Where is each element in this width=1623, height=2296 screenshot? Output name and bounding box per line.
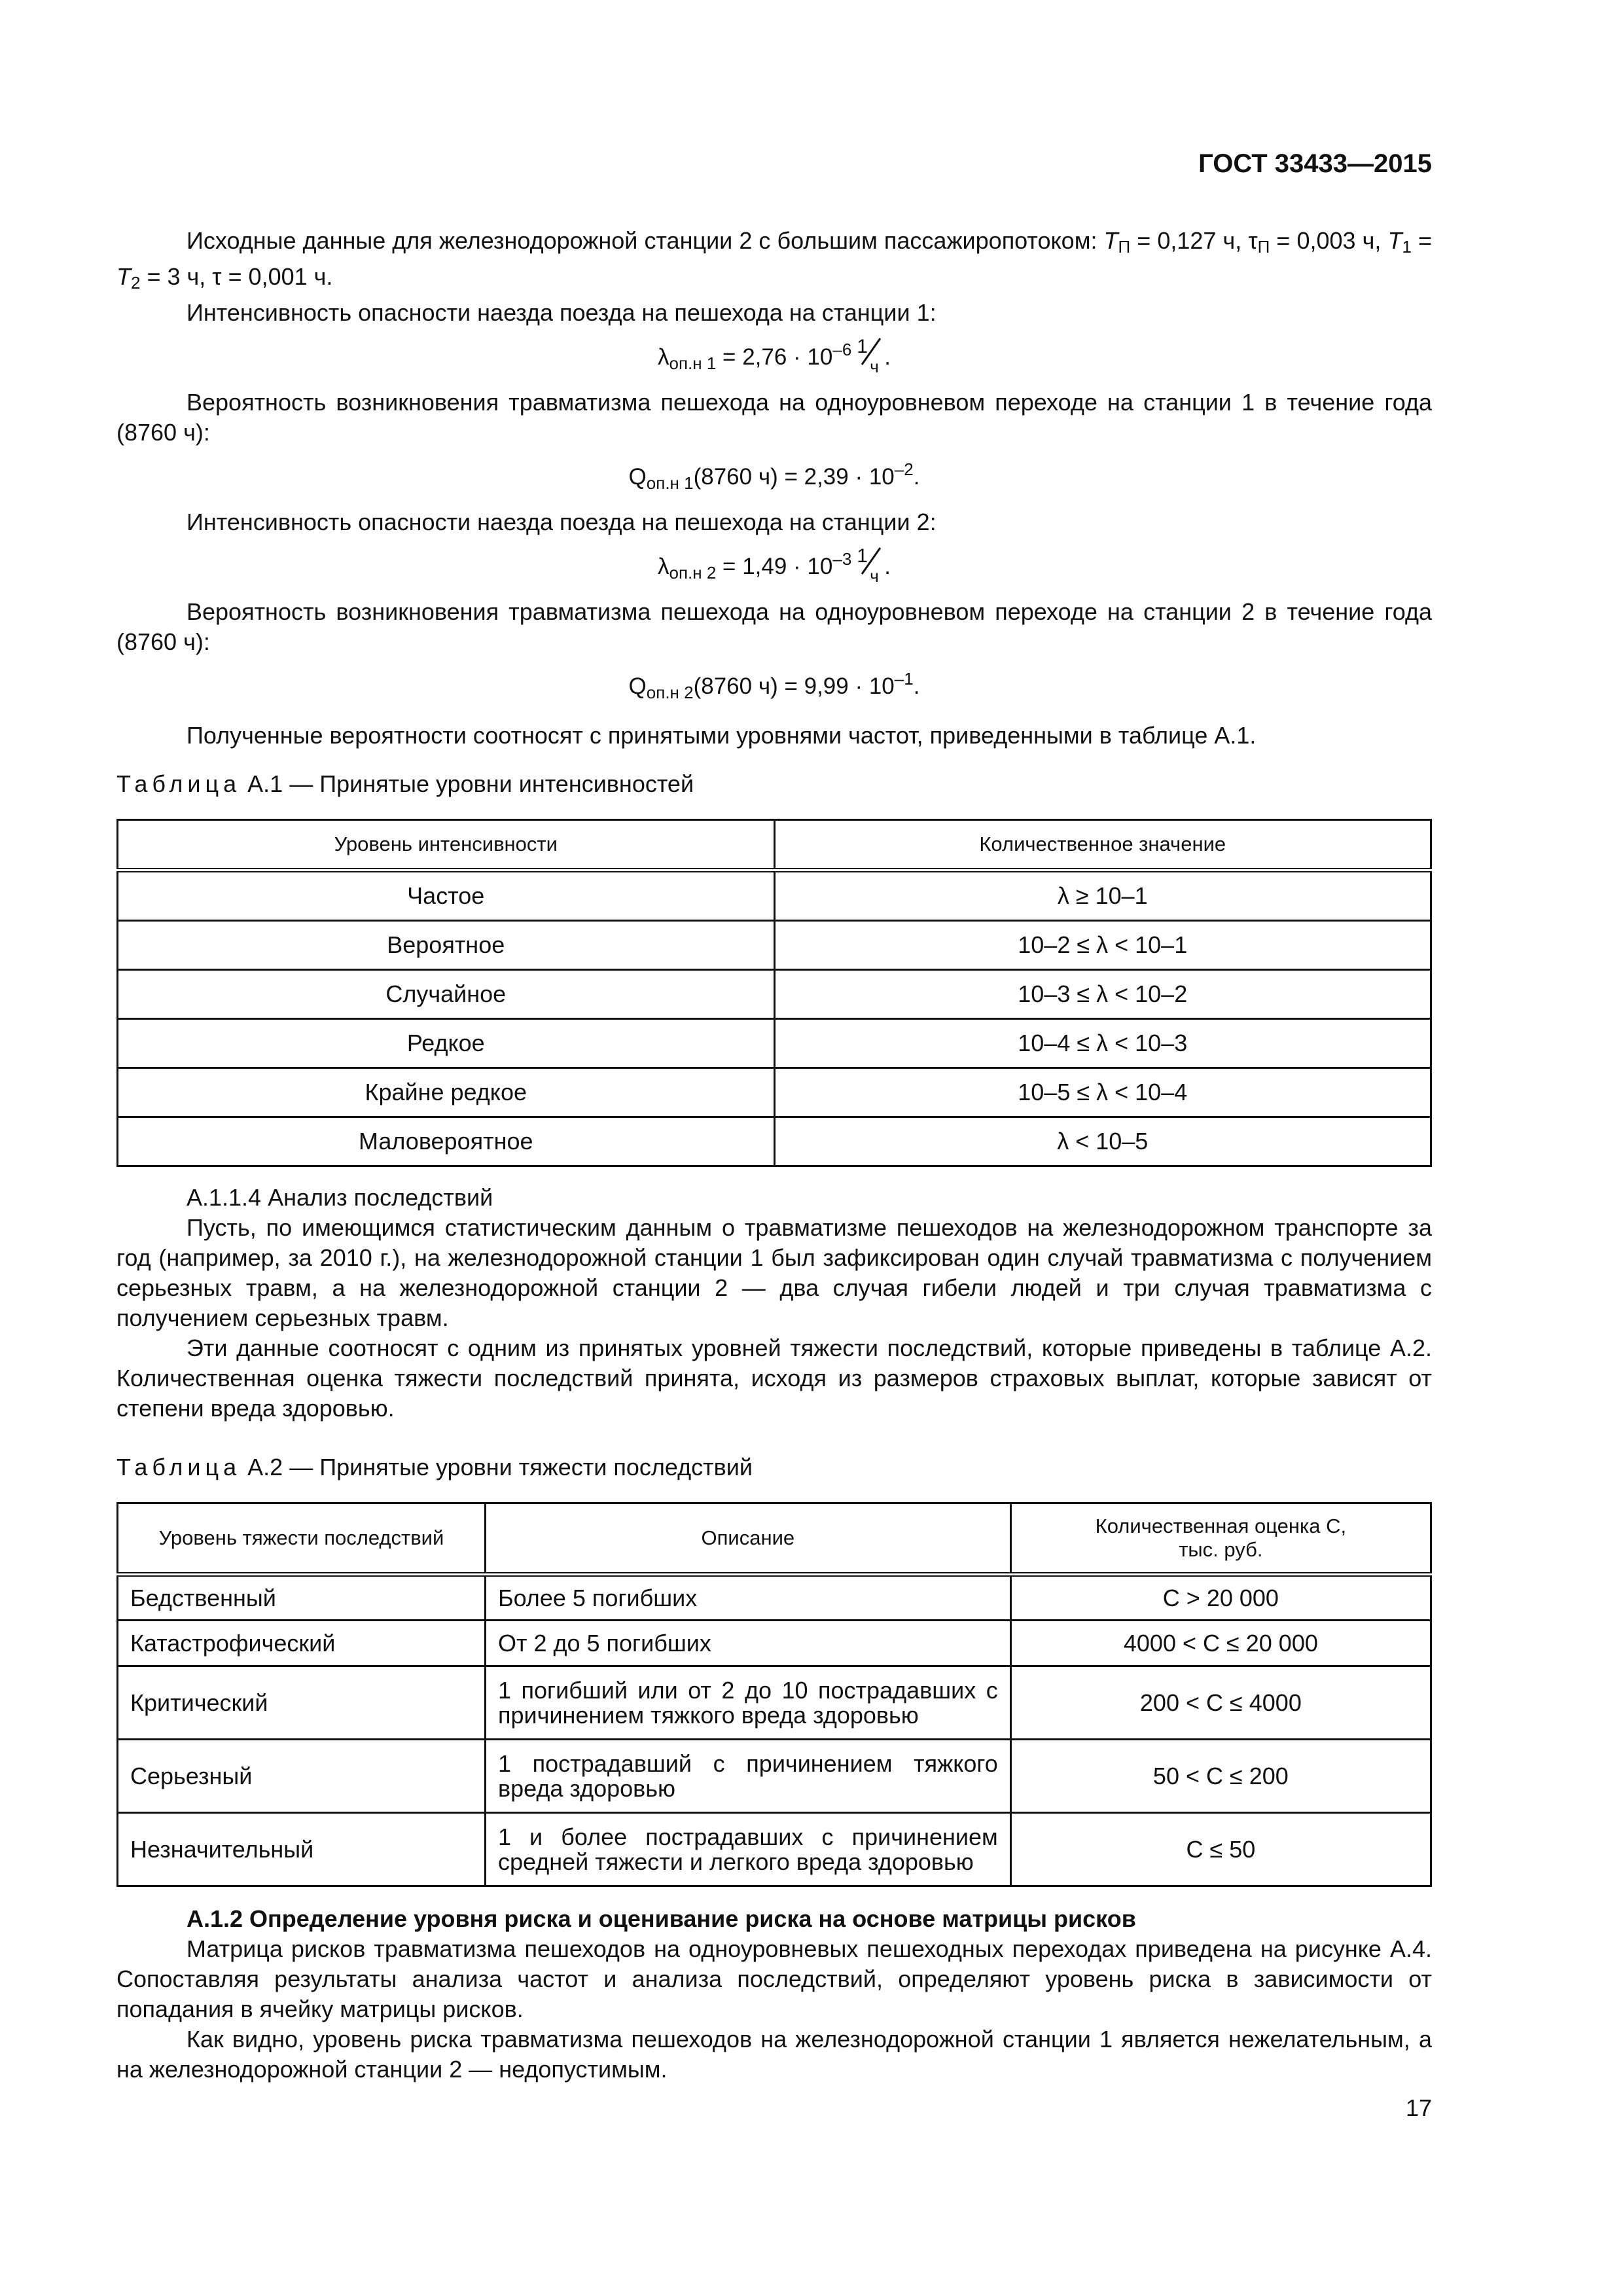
table-row: Незначительный 1 и более пострадавших с причинением средней тяжести и легкого вреда здоровью С ≤ 50 <box>118 1813 1431 1886</box>
table1-header-level: Уровень интенсивности <box>118 820 775 870</box>
para-intensity-1: Интенсивность опасности наезда поезда на пешехода на станции 1: <box>187 299 936 326</box>
para-ratio: Полученные вероятности соотносят с принятыми уровнями частот, приведенными в таблице А.1. <box>187 722 1257 749</box>
table-row: Критический 1 погибший или от 2 до 10 пострадавших с причинением тяжкого вреда здоровью 200 < С ≤ 4000 <box>118 1666 1431 1740</box>
table-intensity-levels <box>116 819 1432 1167</box>
section-a12-title: А.1.2 Определение уровня риска и оценивание риска на основе матрицы рисков <box>187 1905 1136 1932</box>
table1-caption: Таблица А.1 — Принятые уровни интенсивностей <box>116 770 694 797</box>
formula-lambda-2: $\lambda_{оп.н 2} = 1,49 \cdot 10^{-3}$ 1 ч . <box>657 545 891 586</box>
para-prob-1: Вероятность возникновения травматизма пешехода на одноуровневом переходе на станции 1 в течение года (8760 ч): <box>116 389 1432 446</box>
table2-header-value: Количественная оценка С, тыс. руб. <box>1010 1503 1431 1575</box>
table-row: Редкое 10–4 ≤ λ < 10–3 <box>118 1019 1431 1068</box>
para-intensity-2: Интенсивность опасности наезда поезда на пешехода на станции 2: <box>187 509 936 535</box>
formula-lambda-1: $\lambda_{оп.н 1} = 2,76 \cdot 10^{-6}$ 1 ч . <box>657 336 891 376</box>
table2-header-desc: Описание <box>485 1503 1010 1575</box>
section-a12-p1: Матрица рисков травматизма пешеходов на одноуровневых пешеходных переходах приведена на рисунке А.4. Сопоставляя результаты анализа частот и анализа последствий, определяют уровень риска в зависимости от попадания в ячейку матрицы рисков. <box>116 1935 1432 2022</box>
table-row: Случайное 10–3 ≤ λ < 10–2 <box>118 970 1431 1019</box>
para-prob-2: Вероятность возникновения травматизма пешехода на одноуровневом переходе на станции 2 в течение года (8760 ч): <box>116 598 1432 655</box>
table-row: Серьезный 1 пострадавший с причинением тяжкого вреда здоровью 50 < С ≤ 200 <box>118 1740 1431 1813</box>
section-a114-p2: Эти данные соотносят с одним из принятых уровней тяжести последствий, которые приведены в таблице А.2. Количественная оценка тяжести последствий принята, исходя из размеров страховых выплат, которые зависят от степени вреда здоровью. <box>116 1335 1432 1422</box>
formula-q-2: $Q_{оп.н 2}(8760$ $ч) = 9,99 \cdot 10^{-1}$. <box>628 669 920 702</box>
formula-q-1: $Q_{оп.н 1}(8760$ $ч) = 2,39 \cdot 10^{-2}$. <box>628 459 920 493</box>
table2-caption: Таблица А.2 — Принятые уровни тяжести последствий <box>116 1454 753 1480</box>
document-code: ГОСТ 33433—2015 <box>1198 149 1432 178</box>
table-row: Вероятное 10–2 ≤ λ < 10–1 <box>118 921 1431 970</box>
table-row: Бедственный Более 5 погибших С > 20 000 <box>118 1575 1431 1621</box>
page-number: 17 <box>1405 2094 1432 2121</box>
page-content <box>116 226 1432 2085</box>
table1-header-value: Количественное значение <box>774 820 1431 870</box>
table2-header-level: Уровень тяжести последствий <box>118 1503 486 1575</box>
section-a114-p1: Пусть, по имеющимся статистическим данным о травматизме пешеходов на железнодорожном транспорте за год (например, за 2010 г.), на железнодорожной станции 1 был зафиксирован один случай травматизма с получением серьезных травм, а на железнодорожной станции 2 — два случая гибели людей и три случая травматизма с получением серьезных травм. <box>116 1214 1432 1331</box>
section-a12-p2: Как видно, уровень риска травматизма пешеходов на железнодорожной станции 1 является нежелательным, а на железнодорожной станции 2 — недопустимым. <box>116 2026 1432 2083</box>
section-a114-title: А.1.1.4 Анализ последствий <box>187 1184 493 1211</box>
table-severity-levels <box>116 1502 1432 1887</box>
table-row: Крайне редкое 10–5 ≤ λ < 10–4 <box>118 1068 1431 1117</box>
intro-paragraph: Исходные данные для железнодорожной станции 2 с большим пассажиропотоком: TП = 0,127 ч, τП = 0,003 ч, T1 = T2 = 3 ч, τ = 0,001 ч. <box>116 227 1432 293</box>
table-row: Частое λ ≥ 10–1 <box>118 870 1431 921</box>
table-row: Катастрофический От 2 до 5 погибших 4000 < С ≤ 20 000 <box>118 1621 1431 1666</box>
table-row: Маловероятное λ < 10–5 <box>118 1117 1431 1166</box>
